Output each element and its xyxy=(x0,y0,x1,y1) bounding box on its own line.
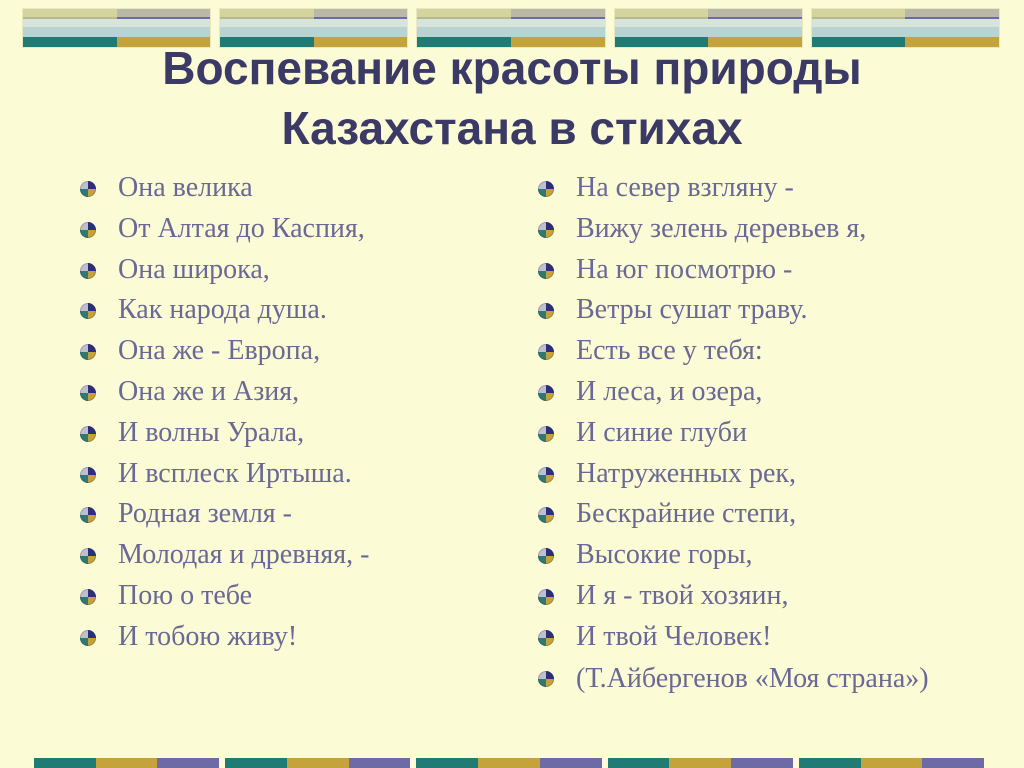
bullet-icon xyxy=(80,344,96,360)
slide-title-line-1: Воспевание красоты природы xyxy=(162,42,862,94)
poem-line xyxy=(538,372,978,413)
bullet-icon xyxy=(80,548,96,564)
bullet-icon xyxy=(538,222,554,238)
bottom-banner-tile xyxy=(608,758,793,768)
poem-line-text: Есть все у тебя: xyxy=(576,335,763,367)
poem-line-text: На север взгляну - xyxy=(576,172,794,203)
bullet-icon xyxy=(538,426,554,442)
poem-line-text: На юг посмотрю - xyxy=(576,253,793,285)
poem-line-text: От Алтая до Каспия, xyxy=(118,212,365,244)
poem-line-text: И синие глуби xyxy=(576,416,747,448)
poem-line xyxy=(80,454,510,495)
poem-line-text: Родная земля - xyxy=(118,498,292,530)
poem-right-column xyxy=(538,168,978,696)
poem-line xyxy=(80,168,510,209)
poem-line-text: Молодая и древняя, - xyxy=(118,539,370,571)
bullet-icon xyxy=(80,303,96,319)
bullet-icon xyxy=(538,263,554,279)
poem-line-text: Она велика xyxy=(118,172,253,203)
poem-line xyxy=(80,209,510,250)
poem-line-text: И всплеск Иртыша. xyxy=(118,457,352,489)
poem-line xyxy=(538,290,978,331)
bullet-icon xyxy=(538,548,554,564)
poem-left-column xyxy=(80,168,510,658)
poem-line xyxy=(538,535,978,576)
bullet-icon xyxy=(80,630,96,646)
poem-line xyxy=(538,250,978,291)
poem-line-text: И волны Урала, xyxy=(118,416,305,448)
poem-line-text: Пою о тебе xyxy=(118,579,253,611)
poem-line xyxy=(538,617,978,658)
poem-line xyxy=(538,576,978,617)
bullet-icon xyxy=(80,385,96,401)
poem-line xyxy=(80,413,510,454)
poem-line xyxy=(80,535,510,576)
poem-line xyxy=(538,494,978,535)
poem-line-text: Как народа душа. xyxy=(118,294,327,326)
bullet-icon xyxy=(538,385,554,401)
poem-line-text: Натруженных рек, xyxy=(576,457,796,489)
poem-line xyxy=(80,250,510,291)
bullet-icon xyxy=(80,426,96,442)
slide-title xyxy=(0,38,1024,158)
poem-line xyxy=(538,209,978,250)
poem-line xyxy=(538,658,978,696)
poem-line xyxy=(538,331,978,372)
poem-line-text: Бескрайние степи, xyxy=(576,498,797,530)
poem-line-text: Она же - Европа, xyxy=(118,335,321,367)
bullet-icon xyxy=(538,181,554,197)
slide-title-line-2: Казахстана в стихах xyxy=(281,102,743,154)
bottom-banner-tile xyxy=(416,758,601,768)
poem-line xyxy=(80,494,510,535)
poem-line xyxy=(80,372,510,413)
poem-line-text: И тобою живу! xyxy=(118,620,298,652)
poem-line-text: Она же и Азия, xyxy=(118,375,300,407)
poem-line-text: (Т.Айбергенов «Моя страна») xyxy=(576,662,929,694)
poem-line xyxy=(538,413,978,454)
bullet-icon xyxy=(80,263,96,279)
poem-line-text: И твой Человек! xyxy=(576,620,772,652)
bullet-icon xyxy=(538,344,554,360)
poem-line-text: Высокие горы, xyxy=(576,539,753,571)
bullet-icon xyxy=(538,630,554,646)
bullet-icon xyxy=(80,507,96,523)
bottom-banner-tile xyxy=(799,758,984,768)
bottom-banner-tile xyxy=(225,758,410,768)
bullet-icon xyxy=(538,507,554,523)
bullet-icon xyxy=(538,589,554,605)
bullet-icon xyxy=(80,589,96,605)
poem-line-text: И леса, и озера, xyxy=(576,375,763,407)
poem-line xyxy=(80,576,510,617)
bullet-icon xyxy=(538,467,554,483)
poem-line xyxy=(80,331,510,372)
poem-line xyxy=(80,290,510,331)
bottom-banner-tile xyxy=(34,758,219,768)
poem-line-text: Ветры сушат траву. xyxy=(576,294,808,326)
bullet-icon xyxy=(538,303,554,319)
bullet-icon xyxy=(80,467,96,483)
bottom-decorative-banner xyxy=(34,758,984,768)
poem-line-text: Она широка, xyxy=(118,253,270,285)
poem-line xyxy=(538,454,978,495)
poem-line xyxy=(538,168,978,209)
bullet-icon xyxy=(80,181,96,197)
poem-line-text: И я - твой хозяин, xyxy=(576,579,789,611)
poem-line xyxy=(80,617,510,658)
bullet-icon xyxy=(538,671,554,687)
poem-line-text: Вижу зелень деревьев я, xyxy=(576,212,867,244)
bullet-icon xyxy=(80,222,96,238)
